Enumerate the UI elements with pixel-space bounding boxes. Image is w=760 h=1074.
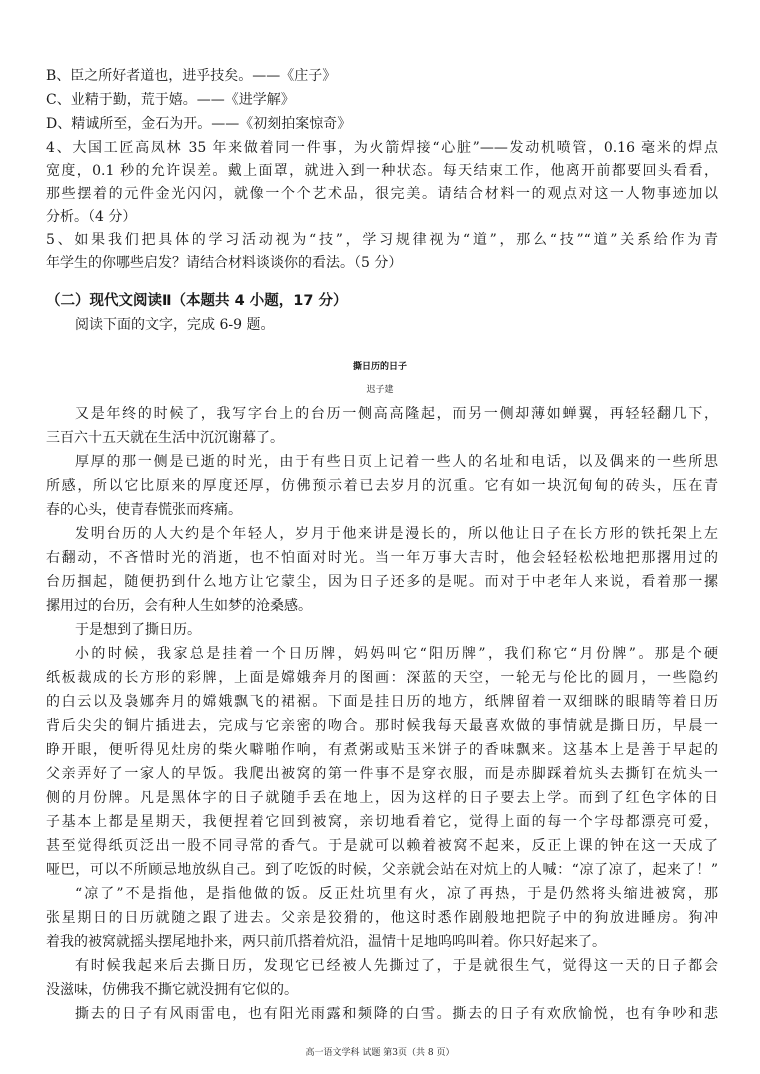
article-line: 哑巴，可以不所顾忌地放纵自己。到了吃饭的时候，父亲就会站在对炕上的人喊：“凉了凉了，起来了！” bbox=[46, 862, 718, 878]
article-line: 侧的月份牌。凡是黑体字的日子就随手丢在地上，因为这样的日子要去上学。而到了红色字体的日 bbox=[46, 790, 718, 806]
article-line: 所感，所以它比原来的厚度还厚，仿佛预示着已去岁月的沉重。它有如一块沉甸甸的砖头，压在青 bbox=[46, 478, 718, 494]
article-line: 甚至觉得纸页泛出一股不同寻常的香气。于是就可以赖着被窝不起来，反正上课的钟在这一天成了 bbox=[46, 838, 718, 854]
question-4-line: 宽度，0.1 秒的允许误差。戴上面罩，就进入到一种状态。每天结束工作，他离开前都要回头看看， bbox=[46, 163, 718, 179]
question-4-line: 那些摆着的元件金光闪闪，就像一个个艺术品，很完美。请结合材料一的观点对这一人物事迹加以 bbox=[46, 186, 718, 202]
article-line: 父亲弄好了一家人的早饭。我爬出被窝的第一件事不是穿衣服，而是赤脚踩着炕头去撕钉在炕头一 bbox=[46, 766, 718, 782]
article-line: 三百六十五天就在生活中沉沉谢幕了。 bbox=[46, 430, 284, 446]
article-line: 着我的被窝就摇头摆尾地扑来，两只前爪搭着炕沿，温情十足地呜呜叫着。你只好起来了。 bbox=[46, 934, 606, 950]
article-line: 张星期日的日历就随之跟了进去。父亲是狡猾的，他这时悉作剧般地把院子中的狗放进睡房。狗冲 bbox=[46, 910, 718, 926]
article-line: 没滋味，仿佛我不撕它就没拥有它似的。 bbox=[46, 982, 298, 998]
article-line: 右翻动，不吝惜时光的消逝，也不怕面对时光。当一年万事大吉时，他会轻轻松松地把那撂用过的 bbox=[46, 550, 718, 566]
article-line: 的白云以及袅娜奔月的嫦娥飘飞的裙裾。下面是挂日历的地方，纸牌留着一双细眯的眼睛等着日历 bbox=[46, 694, 718, 710]
article-line: 有时候我起来后去撕日历，发现它已经被人先撕过了，于是就很生气，觉得这一天的日子都会 bbox=[75, 958, 718, 974]
section-instruction: 阅读下面的文字，完成 6-9 题。 bbox=[75, 317, 275, 333]
article-line: 纸板裁成的长方形的彩牌，上面是嫦娥奔月的图画：深蓝的天空，一轮无与伦比的圆月，一些隐约 bbox=[46, 670, 718, 686]
article-line: 台历掴起，随便扔到什么地方让它蒙尘，因为日子还多的是呢。而对于中老年人来说，看着那一摞 bbox=[46, 574, 718, 590]
option-b: B、臣之所好者道也，进乎技矣。——《庄子》 bbox=[46, 68, 337, 84]
article-line: 春的心头，使青春慌张而疼痛。 bbox=[46, 502, 242, 518]
article-line: “凉了”不是指他，是指他做的饭。反正灶坑里有火，凉了再热，于是仍然将头缩进被窝，那 bbox=[75, 886, 718, 902]
article-line: 背后尖尖的铜片插进去，完成与它亲密的吻合。那时候我每天最喜欢做的事情就是撕日历，早晨一 bbox=[46, 718, 718, 734]
section-heading: （二）现代文阅读Ⅱ（本题共 4 小题，17 分） bbox=[46, 293, 348, 309]
option-d: D、精诚所至，金石为开。——《初刻拍案惊奇》 bbox=[46, 116, 352, 132]
article-line: 睁开眼，便听得见灶房的柴火噼啪作响，有煮粥或贴玉米饼子的香味飘来。这基本上是善于早起的 bbox=[46, 742, 718, 758]
question-4-line: 分析。（4 分） bbox=[46, 209, 137, 225]
article-line: 子基本上都是星期天，我便捏着它回到被窝，亲切地看着它，觉得上面的每一个字母都漂亮可爱， bbox=[46, 814, 718, 830]
article-line: 撕去的日子有风雨雷电，也有阳光雨露和频降的白雪。撕去的日子有欢欣愉悦，也有争吵和悲 bbox=[75, 1006, 718, 1022]
article-title: 撕日历的日子 bbox=[352, 362, 407, 372]
question-5-line: 5、如果我们把具体的学习活动视为“技”，学习规律视为“道”，那么“技”“道”关系给作为青 bbox=[46, 232, 718, 248]
article-line: 又是年终的时候了，我写字台上的台历一侧高高隆起，而另一侧却薄如蝉翼，再轻轻翻几下， bbox=[75, 406, 718, 422]
article-line: 厚厚的那一侧是已逝的时光，由于有些日页上记着一些人的名址和电话，以及偶来的一些所思 bbox=[75, 454, 718, 470]
page-footer: 高一语文学科 试题 第3页（共 8 页） bbox=[305, 1048, 455, 1058]
question-4-line: 4、大国工匠高凤林 35 年来做着同一件事，为火箭焊接“心脏”——发动机喷管，0.16 毫米的焊点 bbox=[46, 140, 718, 156]
article-line: 小的时候，我家总是挂着一个日历牌，妈妈叫它“阳历牌”，我们称它“月份牌”。那是个硬 bbox=[75, 646, 718, 662]
article-author: 迟子建 bbox=[366, 385, 394, 395]
article-line: 摞用过的台历，会有种人生如梦的沧桑感。 bbox=[46, 598, 312, 614]
article-line: 于是想到了撕日历。 bbox=[75, 622, 201, 638]
article-line: 发明台历的人大约是个年轻人，岁月于他来讲是漫长的，所以他让日子在长方形的铁托架上左 bbox=[75, 526, 718, 542]
question-5-line: 年学生的你哪些启发？请结合材料谈谈你的看法。（5 分） bbox=[46, 255, 403, 271]
option-c: C、业精于勤，荒于嬉。——《进学解》 bbox=[46, 92, 295, 108]
